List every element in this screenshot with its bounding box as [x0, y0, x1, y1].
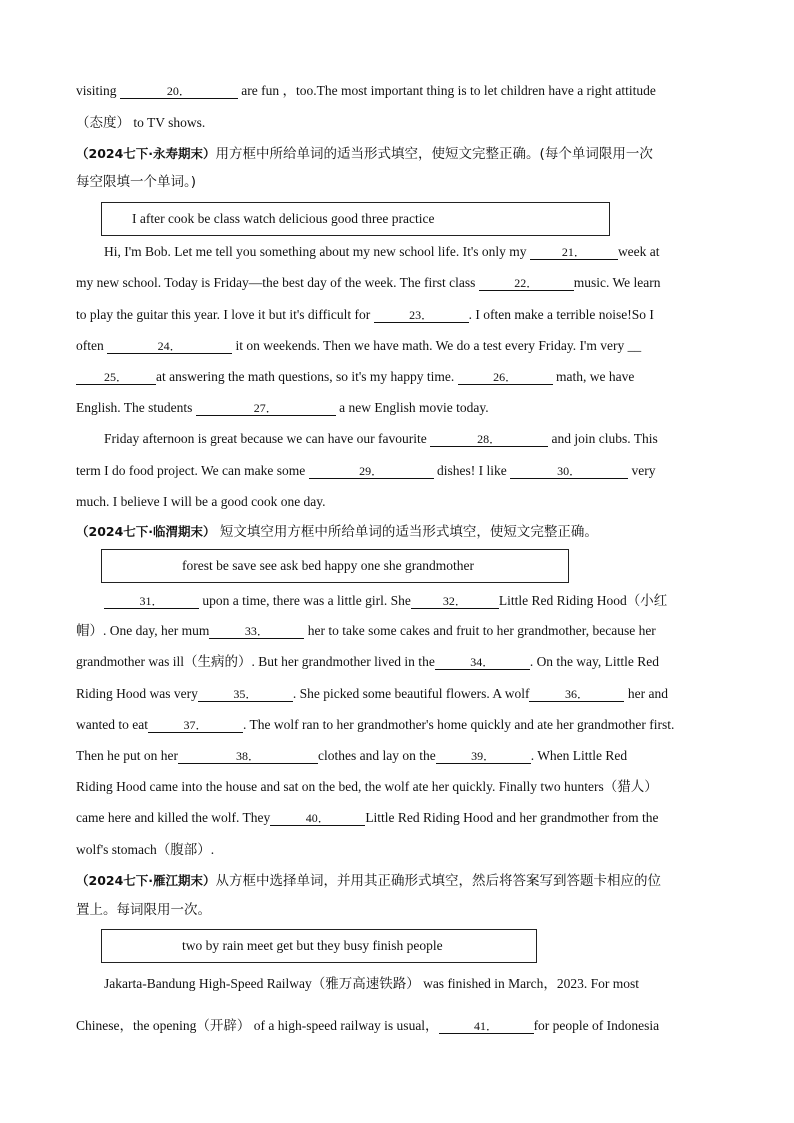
word-box-text: two by rain meet get but they busy finish people	[182, 938, 443, 953]
text-line	[76, 82, 656, 100]
blank-32[interactable]: 32．	[411, 594, 499, 609]
word-box-text: forest be save see ask bed happy one she grandmother	[182, 558, 475, 573]
blank-23[interactable]: 23．	[374, 308, 469, 323]
source-label: （2024七下·雁江期末）	[76, 873, 216, 888]
text-line: 帽）. One day, her mum 33． her to take some cakes and fruit to her grandmother, because her	[76, 623, 656, 638]
text-line: term I do food project. We can make some 29． dishes! I like 30． very	[76, 463, 656, 478]
instruction: 每空限填一个单词。)	[76, 174, 197, 190]
blank-21[interactable]: 21．	[530, 245, 618, 260]
blank-24[interactable]: 24．	[107, 339, 232, 354]
text-line: Riding Hood came into the house and sat on the bed, the wolf ate her quickly. Finally two hunters（猎人）	[76, 779, 658, 794]
blank-41[interactable]: 41．	[439, 1019, 534, 1034]
blank-27[interactable]: 27．	[196, 401, 336, 416]
blank-39[interactable]: 39．	[436, 749, 531, 764]
question-header	[76, 870, 661, 892]
text-line: grandmother was ill（生病的）. But her grandmother lived in the 34． . On the way, Little Red	[76, 654, 660, 669]
blank-28[interactable]: 28．	[430, 432, 548, 447]
text: to TV shows.	[133, 115, 206, 130]
text-line: often 24． it on weekends. Then we have math. We do a test every Friday. I'm very __	[76, 338, 642, 353]
blank-30[interactable]: 30．	[510, 464, 628, 479]
instruction: 用方框中所给单词的适当形式填空，使短文完整正确。(每个单词限用一次	[215, 146, 653, 162]
text-line: Then he put on her 38． clothes and lay on the 39． . When Little Red	[76, 748, 628, 763]
blank-20[interactable]: 20．	[120, 84, 238, 99]
question-header	[76, 899, 211, 921]
blank-29[interactable]: 29．	[309, 464, 434, 479]
text-line: English. The students 27． a new English movie today.	[76, 400, 489, 415]
word-box	[101, 202, 610, 236]
text: （态度）	[76, 115, 130, 131]
text-line: Hi, I'm Bob. Let me tell you something about my new school life. It's only my 21． week at	[104, 244, 660, 259]
blank-26[interactable]: 26．	[458, 370, 553, 385]
text-line: came here and killed the wolf. They 40． Little Red Riding Hood and her grandmother from the	[76, 810, 659, 825]
text-line: Chinese，the opening（开辟） of a high-speed railway is usual， 41． for people of Indonesia	[76, 1018, 660, 1033]
word-box-text: I after cook be class watch delicious good three practice	[132, 211, 435, 226]
blank-40[interactable]: 40．	[270, 811, 365, 826]
blank-34[interactable]: 34．	[435, 655, 530, 670]
question-header	[76, 521, 598, 543]
text-line	[76, 114, 205, 132]
text-line: much. I believe I will be a good cook one day.	[76, 494, 326, 509]
blank-25[interactable]: 25．	[76, 370, 156, 385]
blank-33[interactable]: 33．	[209, 624, 304, 639]
text-line: Friday afternoon is great because we can have our favourite 28． and join clubs. This	[104, 431, 658, 446]
instruction: 从方框中选择单词，并用其正确形式填空，然后将答案写到答题卡相应的位	[215, 873, 662, 889]
text: are fun ，too.The most important thing is to let children have a right attitude	[241, 83, 656, 98]
text-line: Riding Hood was very 35． . She picked some beautiful flowers. A wolf 36． her and	[76, 686, 668, 701]
word-box	[101, 929, 537, 963]
blank-36[interactable]: 36．	[529, 687, 624, 702]
text-line: wolf's stomach（腹部）.	[76, 842, 215, 857]
text-line: my new school. Today is Friday—the best day of the week. The first class 22． music. We learn	[76, 275, 661, 290]
source-label: （2024七下·临渭期末）	[76, 524, 216, 539]
blank-37[interactable]: 37．	[148, 718, 243, 733]
text-line: 31． upon a time, there was a little girl. She 32． Little Red Riding Hood（小红	[104, 592, 667, 610]
instruction: 短文填空用方框中所给单词的适当形式填空，使短文完整正确。	[219, 524, 598, 540]
text-line: to play the guitar this year. I love it but it's difficult for 23． . I often make a terrible noise!So I	[76, 307, 654, 322]
text-line: 25． at answering the math questions, so it's my happy time. 26． math, we have	[76, 368, 634, 386]
question-header	[76, 171, 196, 193]
blank-35[interactable]: 35．	[198, 687, 293, 702]
blank-22[interactable]: 22．	[479, 276, 574, 291]
text: visiting	[76, 83, 117, 98]
blank-31[interactable]: 31．	[104, 594, 199, 609]
text-line: Jakarta-Bandung High-Speed Railway（雅万高速铁路） was finished in March，2023. For most	[104, 976, 640, 991]
source-label: （2024七下·永寿期末）	[76, 146, 216, 161]
instruction: 置上。每词限用一次。	[76, 902, 211, 918]
text-line: wanted to eat 37． . The wolf ran to her grandmother's home quickly and ate her grandmother first.	[76, 717, 675, 732]
blank-38[interactable]: 38．	[178, 749, 318, 764]
question-header	[76, 143, 653, 165]
word-box	[101, 549, 569, 583]
